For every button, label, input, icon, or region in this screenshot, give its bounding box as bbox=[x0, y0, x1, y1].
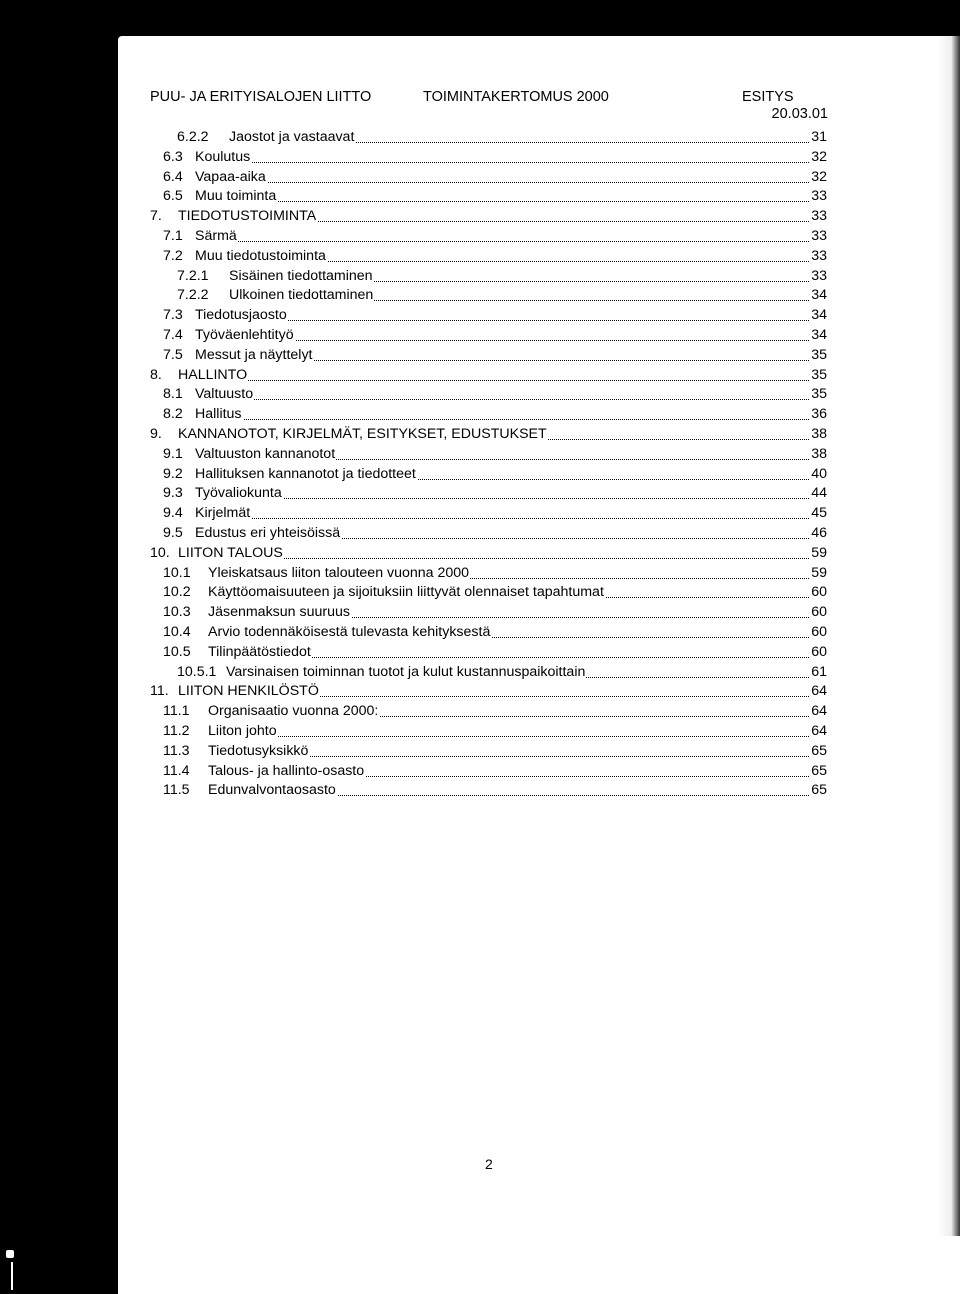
toc-entry-number: 8.2 bbox=[163, 406, 183, 423]
toc-dot-leader bbox=[195, 517, 809, 519]
toc-entry bbox=[150, 425, 827, 443]
toc-entry-number: 6.5 bbox=[163, 188, 183, 205]
toc-entry bbox=[150, 643, 827, 661]
page-header bbox=[150, 89, 828, 129]
toc-entry bbox=[150, 504, 827, 522]
toc-entry-page: 35 bbox=[811, 366, 827, 383]
toc-entry bbox=[150, 583, 827, 601]
toc-entry-number: 7. bbox=[150, 208, 162, 225]
toc-entry-label: Edustus eri yhteisöissä bbox=[195, 525, 341, 541]
toc-entry-label: Vapaa-aika bbox=[195, 168, 266, 185]
scan-artifact bbox=[11, 1262, 13, 1290]
toc-entry-number: 7.2.2 bbox=[177, 287, 209, 304]
toc-entry-page: 33 bbox=[811, 247, 827, 264]
toc-entry-page: 32 bbox=[811, 148, 827, 165]
toc-dot-leader bbox=[195, 418, 809, 420]
toc-entry-page: 60 bbox=[811, 624, 827, 640]
toc-entry bbox=[150, 306, 827, 324]
toc-entry-label: KANNANOTOT, KIRJELMÄT, ESITYKSET, EDUSTUKSET bbox=[178, 426, 547, 442]
toc-dot-leader bbox=[208, 735, 809, 737]
toc-entry-label: Työväenlehtityö bbox=[195, 327, 294, 343]
toc-entry-number: 11.4 bbox=[163, 762, 190, 779]
toc-entry-number: 10.4 bbox=[163, 624, 191, 640]
toc-entry-page: 34 bbox=[811, 287, 827, 304]
toc-entry-page: 59 bbox=[811, 544, 827, 561]
toc-entry bbox=[150, 781, 827, 799]
scan-edge bbox=[938, 36, 960, 1236]
toc-entry-label: Sisäinen tiedottaminen bbox=[229, 267, 373, 284]
toc-entry-page: 34 bbox=[811, 327, 827, 343]
toc-dot-leader bbox=[195, 200, 809, 202]
toc-entry-page: 35 bbox=[811, 386, 827, 403]
toc-entry-number: 6.2.2 bbox=[177, 129, 209, 145]
toc-entry-page: 44 bbox=[811, 485, 827, 502]
toc-entry-number: 10.3 bbox=[163, 604, 191, 621]
toc-entry-label: LIITON TALOUS bbox=[178, 544, 283, 561]
toc-entry-label: Muu toiminta bbox=[195, 188, 277, 205]
toc-entry-page: 36 bbox=[811, 406, 827, 423]
toc-entry-label: Hallituksen kannanotot ja tiedotteet bbox=[195, 465, 416, 482]
toc-entry-label: Messut ja näyttelyt bbox=[195, 346, 313, 363]
toc-entry-label: Jäsenmaksun suuruus bbox=[208, 604, 350, 621]
toc-entry bbox=[150, 465, 827, 483]
toc-entry-page: 33 bbox=[811, 188, 827, 205]
toc-entry bbox=[150, 247, 827, 265]
toc-entry-label: Tilinpäätöstiedot bbox=[208, 643, 311, 660]
toc-entry-page: 33 bbox=[811, 267, 827, 284]
document-status: ESITYS bbox=[742, 89, 794, 105]
document-title: TOIMINTAKERTOMUS 2000 bbox=[423, 89, 609, 105]
toc-entry-label: Särmä bbox=[195, 228, 237, 244]
toc-entry-page: 40 bbox=[811, 465, 827, 482]
toc-entry-number: 10.5.1 bbox=[177, 663, 217, 680]
toc-entry-number: 9.5 bbox=[163, 525, 183, 541]
toc-entry bbox=[150, 286, 827, 304]
toc-entry bbox=[150, 762, 827, 780]
toc-entry-label: Työvaliokunta bbox=[195, 485, 282, 502]
toc-entry-label: Muu tiedotustoiminta bbox=[195, 247, 326, 264]
toc-entry-number: 7.2 bbox=[163, 247, 183, 264]
toc-entry bbox=[150, 385, 827, 403]
toc-entry-number: 9.3 bbox=[163, 485, 183, 502]
toc-entry-page: 38 bbox=[811, 426, 827, 442]
toc-entry-page: 45 bbox=[811, 505, 827, 522]
toc-entry bbox=[150, 702, 827, 720]
toc-entry bbox=[150, 326, 827, 344]
toc-entry bbox=[150, 445, 827, 463]
toc-dot-leader bbox=[195, 161, 809, 163]
toc-entry-page: 46 bbox=[811, 525, 827, 541]
toc-entry bbox=[150, 207, 827, 225]
toc-entry bbox=[150, 187, 827, 205]
toc-entry-page: 64 bbox=[811, 683, 827, 700]
toc-dot-leader bbox=[195, 398, 809, 400]
toc-dot-leader bbox=[195, 497, 809, 499]
toc-entry-page: 60 bbox=[811, 604, 827, 621]
toc-entry-label: Valtuusto bbox=[195, 386, 254, 403]
toc-entry-label: Jaostot ja vastaavat bbox=[229, 129, 355, 145]
toc-entry-number: 7.4 bbox=[163, 327, 183, 343]
toc-entry-label: Organisaatio vuonna 2000: bbox=[208, 703, 379, 720]
toc-entry-number: 8.1 bbox=[163, 386, 183, 403]
toc-entry-label: TIEDOTUSTOIMINTA bbox=[178, 208, 317, 225]
toc-entry bbox=[150, 623, 827, 641]
toc-entry-number: 10. bbox=[150, 544, 170, 561]
toc-entry-label: Kirjelmät bbox=[195, 505, 251, 522]
toc-entry-number: 7.3 bbox=[163, 307, 183, 324]
toc-entry-page: 60 bbox=[811, 584, 827, 601]
toc-entry bbox=[150, 484, 827, 502]
document-date: 20.03.01 bbox=[771, 106, 828, 122]
toc-entry-page: 60 bbox=[811, 643, 827, 660]
toc-entry-number: 11.5 bbox=[163, 782, 190, 799]
toc-entry-number: 10.1 bbox=[163, 564, 191, 581]
toc-entry-label: Varsinaisen toiminnan tuotot ja kulut kustannuspaikoittain bbox=[226, 663, 586, 680]
toc-entry-page: 33 bbox=[811, 208, 827, 225]
toc-entry bbox=[150, 742, 827, 760]
toc-entry-label: Yleiskatsaus liiton talouteen vuonna 2000 bbox=[208, 564, 470, 581]
toc-dot-leader bbox=[195, 240, 809, 242]
toc-entry-number: 8. bbox=[150, 366, 162, 383]
toc-dot-leader bbox=[178, 379, 809, 381]
toc-entry bbox=[150, 603, 827, 621]
toc-entry-label: Käyttöomaisuuteen ja sijoituksiin liittyvät olennaiset tapahtumat bbox=[208, 584, 604, 601]
toc-entry-number: 9. bbox=[150, 426, 162, 442]
toc-dot-leader bbox=[195, 181, 809, 183]
organization-name: PUU- JA ERITYISALOJEN LIITTO bbox=[150, 89, 372, 105]
toc-entry bbox=[150, 663, 827, 681]
toc-entry-page: 33 bbox=[811, 228, 827, 244]
toc-entry-number: 10.5 bbox=[163, 643, 191, 660]
toc-entry-number: 9.1 bbox=[163, 445, 183, 462]
toc-entry bbox=[150, 405, 827, 423]
toc-entry bbox=[150, 227, 827, 245]
toc-entry-page: 59 bbox=[811, 564, 827, 581]
toc-entry-number: 6.3 bbox=[163, 148, 183, 165]
toc-entry-label: Edunvalvontaosasto bbox=[208, 782, 336, 799]
toc-entry-number: 7.2.1 bbox=[177, 267, 209, 284]
toc-entry-label: Tiedotusjaosto bbox=[195, 307, 287, 324]
toc-entry-number: 11. bbox=[150, 683, 169, 700]
toc-entry-label: Valtuuston kannanotot bbox=[195, 445, 336, 462]
toc-entry-label: Liiton johto bbox=[208, 723, 277, 739]
toc-entry-number: 7.5 bbox=[163, 346, 183, 363]
page-number: 2 bbox=[485, 1156, 493, 1172]
toc-entry-page: 61 bbox=[811, 663, 827, 680]
toc-entry-page: 65 bbox=[811, 742, 827, 759]
toc-entry-page: 32 bbox=[811, 168, 827, 185]
toc-entry-number: 10.2 bbox=[163, 584, 191, 601]
toc-entry-page: 34 bbox=[811, 307, 827, 324]
toc-entry bbox=[150, 128, 827, 146]
toc-entry bbox=[150, 524, 827, 542]
toc-entry bbox=[150, 148, 827, 166]
toc-entry-number: 7.1 bbox=[163, 228, 183, 244]
toc-entry-page: 64 bbox=[811, 703, 827, 720]
toc-entry-page: 38 bbox=[811, 445, 827, 462]
toc-entry-number: 11.1 bbox=[163, 703, 190, 720]
toc-entry bbox=[150, 544, 827, 562]
toc-entry-number: 6.4 bbox=[163, 168, 183, 185]
toc-entry-page: 65 bbox=[811, 762, 827, 779]
toc-entry-number: 11.2 bbox=[163, 723, 190, 739]
scan-artifact bbox=[6, 1250, 14, 1258]
toc-entry-label: Arvio todennäköisestä tulevasta kehityksestä bbox=[208, 624, 491, 640]
toc-entry-page: 65 bbox=[811, 782, 827, 799]
toc-entry bbox=[150, 346, 827, 364]
toc-entry-label: HALLINTO bbox=[178, 366, 248, 383]
toc-entry-label: LIITON HENKILÖSTÖ bbox=[178, 683, 319, 700]
toc-entry-page: 31 bbox=[811, 129, 827, 145]
toc-entry-number: 11.3 bbox=[163, 742, 190, 759]
toc-entry-label: Ulkoinen tiedottaminen bbox=[229, 287, 374, 304]
toc-entry-label: Hallitus bbox=[195, 406, 242, 423]
toc-entry bbox=[150, 366, 827, 384]
toc-entry bbox=[150, 267, 827, 285]
toc-entry-page: 35 bbox=[811, 346, 827, 363]
toc-entry-page: 64 bbox=[811, 723, 827, 739]
toc-entry bbox=[150, 722, 827, 740]
toc-entry-label: Koulutus bbox=[195, 148, 251, 165]
toc-entry-label: Talous- ja hallinto-osasto bbox=[208, 762, 365, 779]
toc-entry bbox=[150, 564, 827, 582]
toc-entry bbox=[150, 682, 827, 700]
toc-entry bbox=[150, 168, 827, 186]
toc-entry-label: Tiedotusyksikkö bbox=[208, 742, 309, 759]
toc-entry-number: 9.2 bbox=[163, 465, 183, 482]
toc-entry-number: 9.4 bbox=[163, 505, 183, 522]
